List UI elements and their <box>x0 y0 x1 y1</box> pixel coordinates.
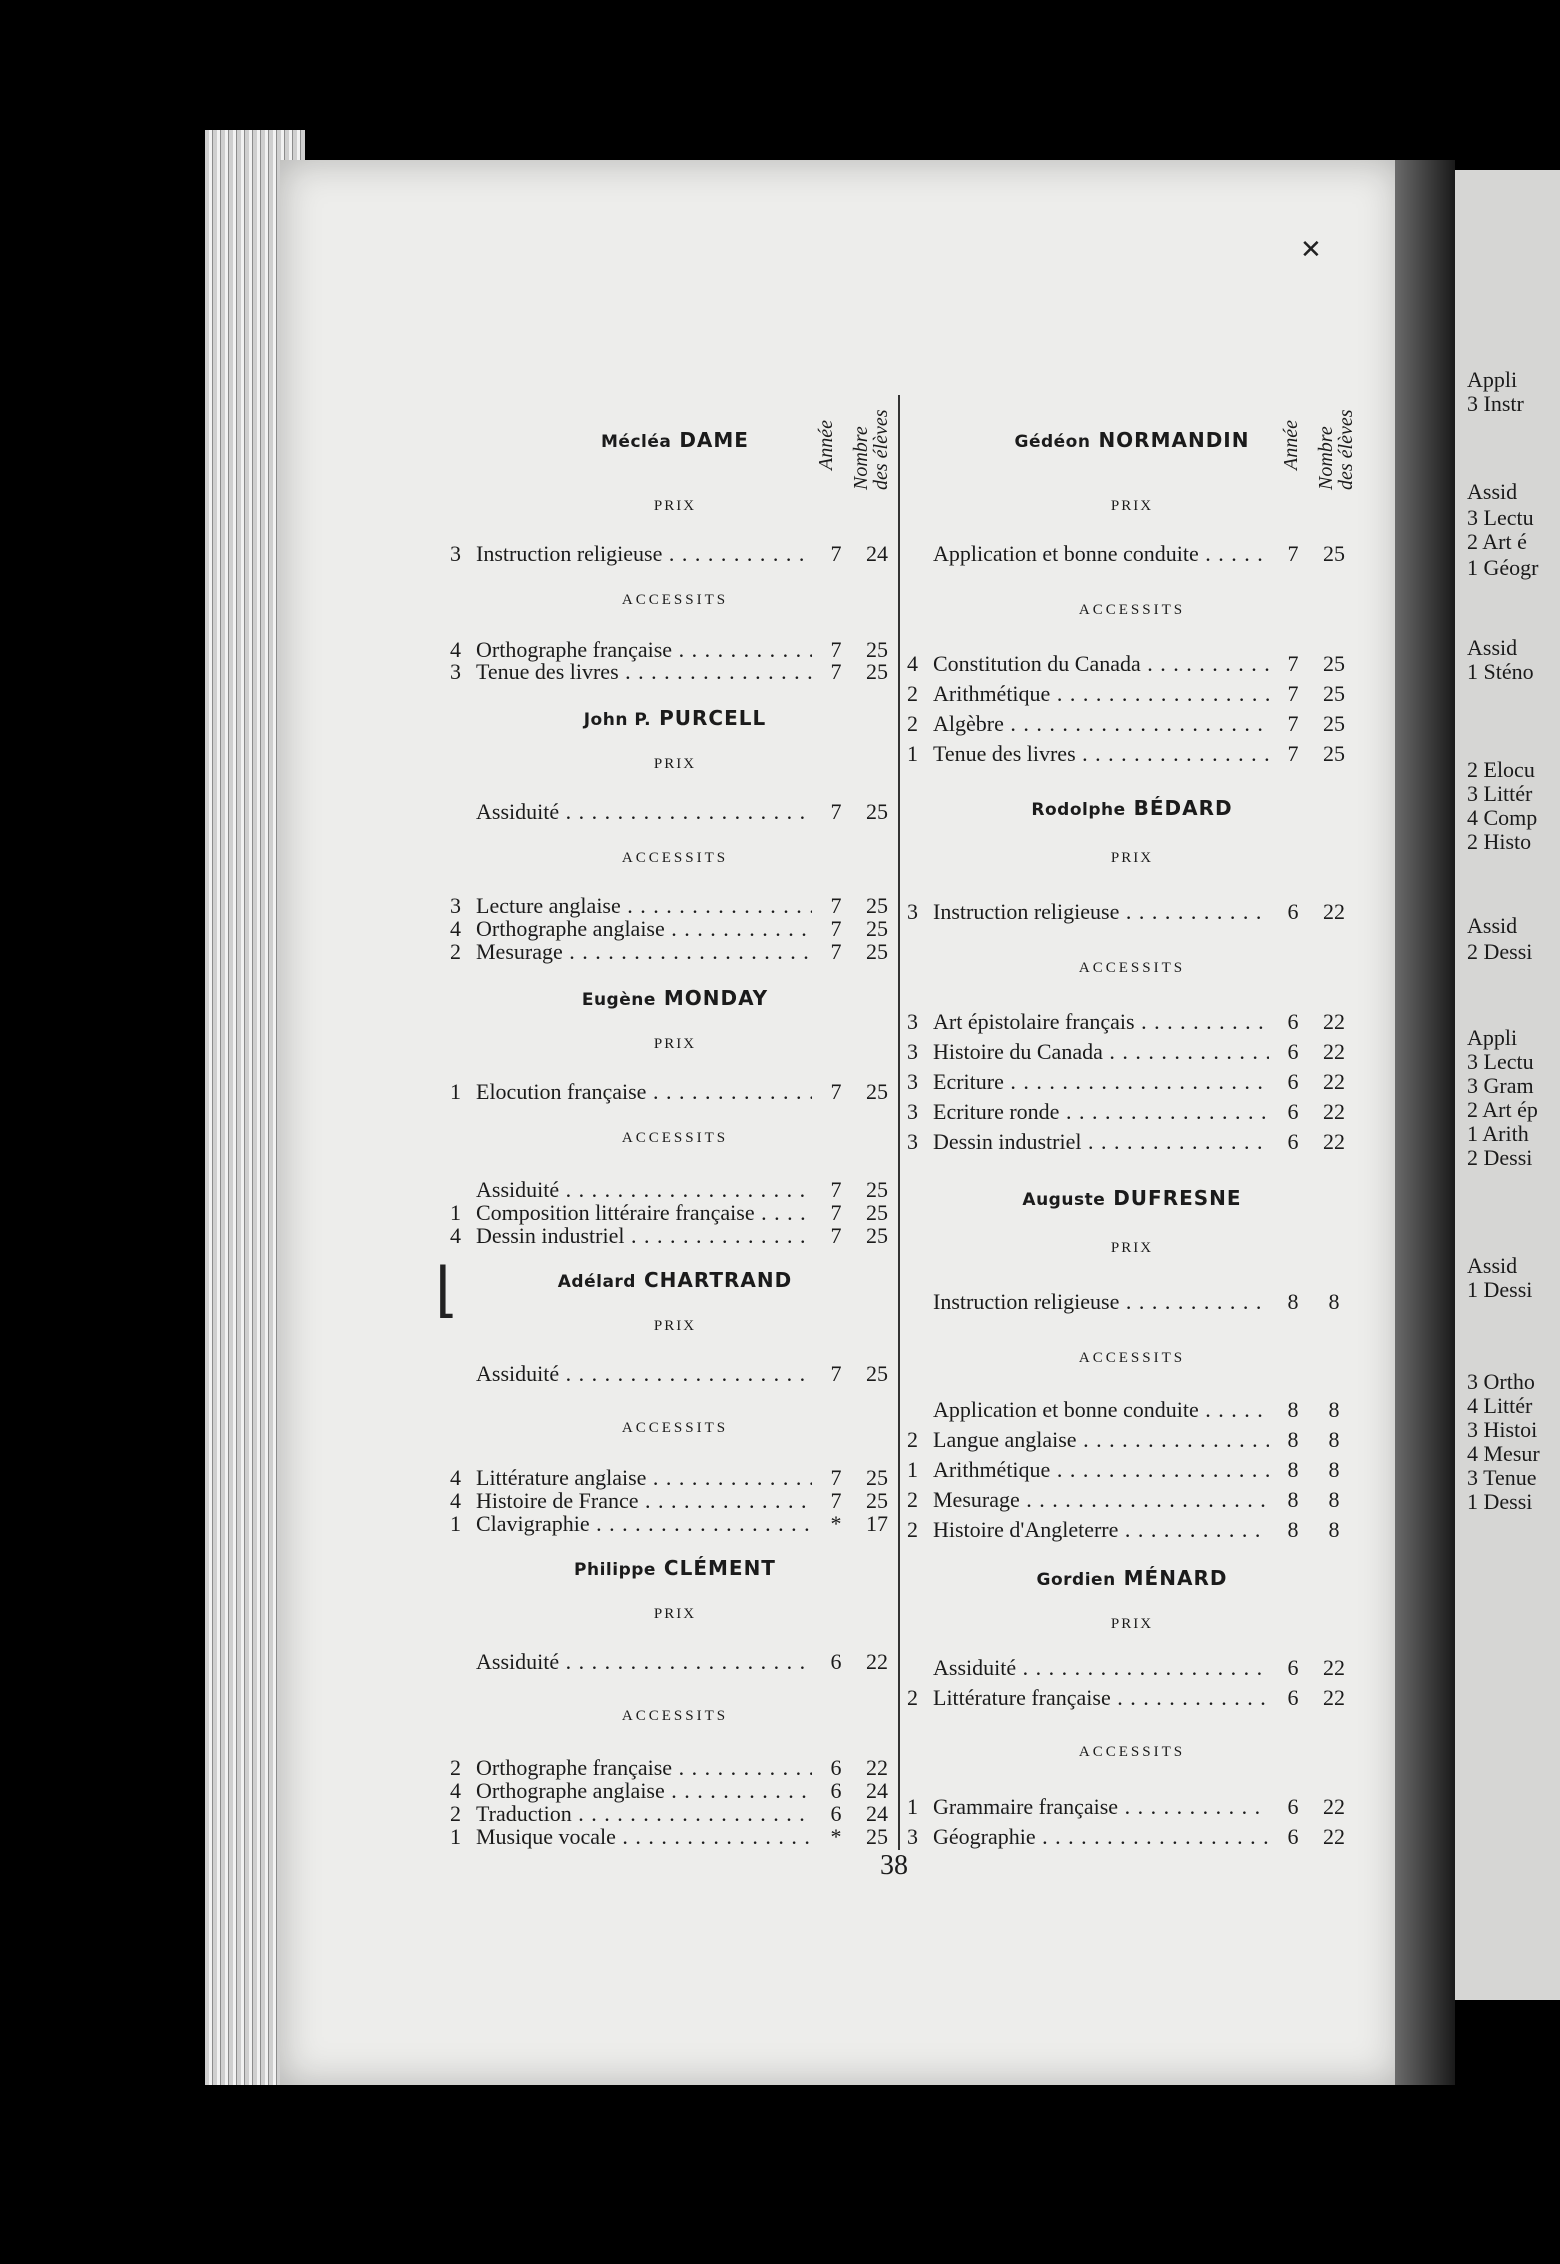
award-count: 24 <box>866 1801 888 1826</box>
award-year: 7 <box>830 939 842 964</box>
award-count: 8 <box>1328 1397 1340 1422</box>
award-subject: Tenue des livres . . . <box>476 660 812 684</box>
column-divider <box>898 395 900 1850</box>
student-last-name: BÉDARD <box>1133 796 1233 820</box>
award-rank: 2 <box>907 1685 918 1710</box>
next-page-text: 1 Arith <box>1467 1121 1529 1146</box>
prix-label: PRIX <box>653 1606 697 1622</box>
award-rank: 1 <box>450 1079 461 1104</box>
eleves-header-right: des élèves <box>1335 409 1357 490</box>
award-count: 8 <box>1328 1289 1340 1314</box>
pen-mark: ✕ <box>1300 235 1322 265</box>
student-last-name: MÉNARD <box>1123 1566 1228 1590</box>
student-first-name: Mécléa <box>601 432 672 452</box>
student-name <box>450 986 900 1010</box>
award-count: 22 <box>866 1755 888 1780</box>
student-first-name: Gédéon <box>1014 432 1091 452</box>
award-subject: Art épistolaire français . . . <box>933 1010 1269 1034</box>
student-name <box>907 1186 1357 1210</box>
award-subject: Arithmétique . . . <box>933 682 1269 706</box>
next-page-text: 3 Tenue <box>1467 1465 1537 1490</box>
next-page-text: 2 Dessi <box>1467 1145 1533 1170</box>
award-row <box>450 1224 900 1248</box>
award-row <box>450 1512 900 1536</box>
award-year: * <box>830 1824 842 1849</box>
award-count: 22 <box>866 1649 888 1674</box>
award-subject: Traduction . . . <box>476 1802 812 1826</box>
award-count: 24 <box>866 1778 888 1803</box>
prix-label: PRIX <box>653 756 697 772</box>
award-year: 6 <box>1287 1099 1299 1124</box>
award-row <box>450 894 900 918</box>
award-count: 25 <box>1323 741 1345 766</box>
award-subject: Ecriture . . . <box>933 1070 1269 1094</box>
next-page-text: 2 Elocu <box>1467 757 1535 782</box>
award-row <box>450 1756 900 1780</box>
award-subject: Histoire de France . . . <box>476 1489 812 1513</box>
student-first-name: Auguste <box>1022 1190 1106 1210</box>
award-rank: 4 <box>450 1778 461 1803</box>
award-row <box>450 800 900 824</box>
award-row <box>907 900 1357 924</box>
award-row <box>907 542 1357 566</box>
award-row <box>907 742 1357 766</box>
award-subject: Arithmétique . . . <box>933 1458 1269 1482</box>
student-name <box>450 706 900 730</box>
prix-label: PRIX <box>1110 1616 1154 1632</box>
award-year: 6 <box>1287 1794 1299 1819</box>
next-page-text: 3 Ortho <box>1467 1369 1535 1394</box>
award-row <box>450 1802 900 1826</box>
award-subject: Musique vocale . . . <box>476 1825 812 1849</box>
award-rank: 1 <box>907 1457 918 1482</box>
award-rank: 2 <box>450 1801 461 1826</box>
accessits-label: ACCESSITS <box>621 1420 729 1436</box>
award-row <box>450 1080 900 1104</box>
award-count: 25 <box>866 1223 888 1248</box>
award-row <box>450 1650 900 1674</box>
next-page-text: 2 Art ép <box>1467 1097 1538 1122</box>
award-rank: 1 <box>907 1794 918 1819</box>
award-rank: 3 <box>907 1009 918 1034</box>
award-count: 25 <box>1323 651 1345 676</box>
award-subject: Orthographe anglaise . . . <box>476 917 812 941</box>
award-row <box>450 1201 900 1225</box>
next-page-text: 1 Géogr <box>1467 555 1539 580</box>
award-subject: Mesurage . . . <box>476 940 812 964</box>
award-count: 25 <box>866 659 888 684</box>
next-page-text: Appli <box>1467 1025 1518 1050</box>
award-subject: Mesurage . . . <box>933 1488 1269 1512</box>
student-last-name: DUFRESNE <box>1113 1186 1242 1210</box>
award-subject: Orthographe française . . . <box>476 638 812 662</box>
award-row <box>907 1290 1357 1314</box>
eleves-header-left: des élèves <box>870 409 892 490</box>
accessits-label: ACCESSITS <box>1078 1744 1186 1760</box>
award-year: 7 <box>830 1488 842 1513</box>
next-page-text: 3 Instr <box>1467 391 1524 416</box>
student-last-name: DAME <box>679 428 749 452</box>
award-rank: 1 <box>907 741 918 766</box>
award-row <box>450 1466 900 1490</box>
award-row <box>907 1398 1357 1422</box>
next-page-text: 3 Lectu <box>1467 505 1534 530</box>
award-subject: Algèbre . . . <box>933 712 1269 736</box>
award-count: 17 <box>866 1511 888 1536</box>
award-year: 7 <box>1287 741 1299 766</box>
award-subject: Littérature anglaise . . . <box>476 1466 812 1490</box>
next-page-edge <box>1455 170 1560 2000</box>
award-year: 8 <box>1287 1457 1299 1482</box>
award-subject: Dessin industriel . . . <box>933 1130 1269 1154</box>
award-rank: 3 <box>907 1129 918 1154</box>
award-count: 25 <box>866 799 888 824</box>
student-name <box>450 1556 900 1580</box>
award-rank: 3 <box>907 1824 918 1849</box>
award-year: 7 <box>830 541 842 566</box>
next-page-text: Assid <box>1467 913 1518 938</box>
award-row <box>907 1686 1357 1710</box>
next-page-text: Assid <box>1467 635 1518 660</box>
student-first-name: Gordien <box>1036 1570 1116 1590</box>
award-count: 25 <box>1323 681 1345 706</box>
student-first-name: Eugène <box>581 990 656 1010</box>
next-page-text: Assid <box>1467 479 1518 504</box>
award-count: 8 <box>1328 1487 1340 1512</box>
award-count: 25 <box>866 1079 888 1104</box>
nombre-header-right: Nombre <box>1315 426 1337 490</box>
award-subject: Instruction religieuse . . . <box>476 542 812 566</box>
award-rank: 3 <box>907 1039 918 1064</box>
accessits-label: ACCESSITS <box>621 1130 729 1146</box>
award-subject: Application et bonne conduite . . . <box>933 542 1269 566</box>
award-count: 8 <box>1328 1427 1340 1452</box>
award-year: 7 <box>830 1177 842 1202</box>
award-row <box>907 1518 1357 1542</box>
award-rank: 4 <box>450 1223 461 1248</box>
next-page-text: 2 Art é <box>1467 529 1527 554</box>
prix-label: PRIX <box>653 1318 697 1334</box>
award-count: 25 <box>866 637 888 662</box>
award-count: 22 <box>1323 1099 1345 1124</box>
award-count: 25 <box>866 1200 888 1225</box>
award-year: 6 <box>1287 1655 1299 1680</box>
next-page-text: 2 Dessi <box>1467 939 1533 964</box>
award-count: 8 <box>1328 1457 1340 1482</box>
award-year: 7 <box>1287 651 1299 676</box>
student-last-name: NORMANDIN <box>1098 428 1250 452</box>
award-year: 7 <box>830 1079 842 1104</box>
award-year: 7 <box>830 659 842 684</box>
award-count: 22 <box>1323 1685 1345 1710</box>
award-rank: 4 <box>907 651 918 676</box>
award-year: 6 <box>1287 1129 1299 1154</box>
award-count: 22 <box>1323 1794 1345 1819</box>
award-year: 6 <box>1287 1824 1299 1849</box>
award-subject: Tenue des livres . . . <box>933 742 1269 766</box>
award-year: 7 <box>830 1200 842 1225</box>
page-number: 38 <box>880 1850 908 1881</box>
next-page-text: 3 Lectu <box>1467 1049 1534 1074</box>
award-rank: 4 <box>450 916 461 941</box>
student-name <box>907 428 1357 452</box>
award-count: 22 <box>1323 1824 1345 1849</box>
award-count: 8 <box>1328 1517 1340 1542</box>
award-subject: Assiduité . . . <box>476 1362 812 1386</box>
award-row <box>907 1458 1357 1482</box>
award-rank: 3 <box>907 899 918 924</box>
award-year: 7 <box>830 1465 842 1490</box>
award-subject: Clavigraphie . . . <box>476 1512 812 1536</box>
prix-label: PRIX <box>653 1036 697 1052</box>
award-row <box>450 940 900 964</box>
award-rank: 3 <box>450 659 461 684</box>
accessits-label: ACCESSITS <box>1078 960 1186 976</box>
award-rank: 2 <box>907 1427 918 1452</box>
award-row <box>907 682 1357 706</box>
next-page-text: 1 Sténo <box>1467 659 1534 684</box>
student-name <box>907 1566 1357 1590</box>
student-first-name: Rodolphe <box>1031 800 1126 820</box>
award-count: 25 <box>1323 711 1345 736</box>
award-rank: 3 <box>450 541 461 566</box>
award-year: 8 <box>1287 1397 1299 1422</box>
accessits-label: ACCESSITS <box>621 850 729 866</box>
next-page-text: 4 Comp <box>1467 805 1538 830</box>
award-count: 22 <box>1323 1069 1345 1094</box>
award-row <box>907 1656 1357 1680</box>
award-subject: Géographie . . . <box>933 1825 1269 1849</box>
award-count: 25 <box>866 1361 888 1386</box>
award-subject: Instruction religieuse . . . <box>933 1290 1269 1314</box>
award-rank: 2 <box>907 681 918 706</box>
award-row <box>907 1130 1357 1154</box>
next-page-text: 4 Mesur <box>1467 1441 1540 1466</box>
accessits-label: ACCESSITS <box>621 1708 729 1724</box>
annee-header-right: Année <box>1280 420 1302 470</box>
page-gutter-shadow <box>1395 160 1455 2085</box>
next-page-text: 4 Littér <box>1467 1393 1533 1418</box>
award-count: 25 <box>866 939 888 964</box>
student-last-name: MONDAY <box>663 986 769 1010</box>
award-subject: Littérature française . . . <box>933 1686 1269 1710</box>
award-row <box>907 1825 1357 1849</box>
award-rank: 4 <box>450 1488 461 1513</box>
award-year: 7 <box>830 1361 842 1386</box>
award-row <box>907 1040 1357 1064</box>
student-name <box>450 1268 900 1292</box>
award-subject: Assiduité . . . <box>476 800 812 824</box>
award-subject: Elocution française . . . <box>476 1080 812 1104</box>
student-first-name: Philippe <box>574 1560 656 1580</box>
award-row <box>907 1428 1357 1452</box>
award-count: 22 <box>1323 899 1345 924</box>
prix-label: PRIX <box>1110 850 1154 866</box>
award-subject: Assiduité . . . <box>933 1656 1269 1680</box>
award-count: 24 <box>866 541 888 566</box>
next-page-text: 3 Histoi <box>1467 1417 1538 1442</box>
nombre-header-left: Nombre <box>850 426 872 490</box>
award-count: 25 <box>866 1465 888 1490</box>
award-count: 22 <box>1323 1009 1345 1034</box>
award-year: * <box>830 1511 842 1536</box>
award-year: 6 <box>830 1778 842 1803</box>
award-year: 8 <box>1287 1289 1299 1314</box>
award-rank: 2 <box>450 1755 461 1780</box>
award-subject: Lecture anglaise . . . <box>476 894 812 918</box>
award-rank: 3 <box>907 1099 918 1124</box>
award-subject: Instruction religieuse . . . <box>933 900 1269 924</box>
student-name <box>907 796 1357 820</box>
award-count: 25 <box>866 1177 888 1202</box>
award-count: 22 <box>1323 1655 1345 1680</box>
award-row <box>450 1779 900 1803</box>
award-row <box>450 1489 900 1513</box>
award-row <box>450 1362 900 1386</box>
award-subject: Constitution du Canada . . . <box>933 652 1269 676</box>
award-rank: 2 <box>450 939 461 964</box>
award-rank: 1 <box>450 1200 461 1225</box>
award-row <box>907 1488 1357 1512</box>
bracket-mark: ⌊ <box>435 1255 459 1325</box>
award-year: 7 <box>830 893 842 918</box>
award-row <box>907 1070 1357 1094</box>
award-subject: Application et bonne conduite . . . <box>933 1398 1269 1422</box>
award-row <box>450 660 900 684</box>
award-year: 6 <box>1287 899 1299 924</box>
accessits-label: ACCESSITS <box>1078 1350 1186 1366</box>
award-year: 7 <box>830 1223 842 1248</box>
next-page-text: 3 Littér <box>1467 781 1533 806</box>
award-year: 7 <box>830 916 842 941</box>
award-count: 25 <box>866 1488 888 1513</box>
accessits-label: ACCESSITS <box>621 592 729 608</box>
award-row <box>450 542 900 566</box>
award-year: 7 <box>830 799 842 824</box>
award-year: 6 <box>830 1649 842 1674</box>
award-subject: Histoire du Canada . . . <box>933 1040 1269 1064</box>
award-year: 7 <box>1287 681 1299 706</box>
award-row <box>907 1795 1357 1819</box>
prix-label: PRIX <box>653 498 697 514</box>
award-count: 25 <box>866 893 888 918</box>
next-page-text: Appli <box>1467 367 1518 392</box>
award-subject: Histoire d'Angleterre . . . <box>933 1518 1269 1542</box>
award-year: 6 <box>1287 1685 1299 1710</box>
next-page-text: Assid <box>1467 1253 1518 1278</box>
award-subject: Langue anglaise . . . <box>933 1428 1269 1452</box>
award-rank: 4 <box>450 1465 461 1490</box>
award-rank: 1 <box>450 1511 461 1536</box>
annee-header-left: Année <box>815 420 837 470</box>
award-count: 25 <box>1323 541 1345 566</box>
award-count: 22 <box>1323 1039 1345 1064</box>
next-page-text: 1 Dessi <box>1467 1489 1533 1514</box>
student-first-name: John P. <box>583 710 652 730</box>
award-row <box>907 1100 1357 1124</box>
award-row <box>450 1825 900 1849</box>
award-year: 7 <box>1287 711 1299 736</box>
student-last-name: CHARTRAND <box>643 1268 793 1292</box>
award-rank: 2 <box>907 1517 918 1542</box>
award-year: 6 <box>1287 1009 1299 1034</box>
student-first-name: Adélard <box>557 1272 636 1292</box>
award-row <box>907 1010 1357 1034</box>
award-rank: 3 <box>450 893 461 918</box>
accessits-label: ACCESSITS <box>1078 602 1186 618</box>
award-year: 7 <box>830 637 842 662</box>
award-rank: 4 <box>450 637 461 662</box>
award-year: 6 <box>830 1755 842 1780</box>
next-page-text: 1 Dessi <box>1467 1277 1533 1302</box>
award-year: 6 <box>1287 1069 1299 1094</box>
award-rank: 2 <box>907 711 918 736</box>
award-rank: 1 <box>450 1824 461 1849</box>
award-subject: Orthographe française . . . <box>476 1756 812 1780</box>
prix-label: PRIX <box>1110 1240 1154 1256</box>
award-row <box>450 917 900 941</box>
student-name <box>450 428 900 452</box>
award-count: 25 <box>866 916 888 941</box>
award-year: 7 <box>1287 541 1299 566</box>
award-subject: Orthographe anglaise . . . <box>476 1779 812 1803</box>
award-subject: Grammaire française . . . <box>933 1795 1269 1819</box>
next-page-text: 3 Gram <box>1467 1073 1534 1098</box>
award-year: 8 <box>1287 1427 1299 1452</box>
award-year: 8 <box>1287 1517 1299 1542</box>
next-page-text: 2 Histo <box>1467 829 1532 854</box>
award-subject: Ecriture ronde . . . <box>933 1100 1269 1124</box>
award-year: 8 <box>1287 1487 1299 1512</box>
award-count: 25 <box>866 1824 888 1849</box>
award-subject: Assiduité . . . <box>476 1650 812 1674</box>
award-subject: Assiduité . . . <box>476 1178 812 1202</box>
student-last-name: CLÉMENT <box>663 1556 776 1580</box>
award-year: 6 <box>1287 1039 1299 1064</box>
award-subject: Dessin industriel . . . <box>476 1224 812 1248</box>
award-row <box>907 712 1357 736</box>
award-count: 22 <box>1323 1129 1345 1154</box>
student-last-name: PURCELL <box>659 706 767 730</box>
award-row <box>450 1178 900 1202</box>
award-rank: 3 <box>907 1069 918 1094</box>
award-subject: Composition littéraire française . . . <box>476 1201 812 1225</box>
award-year: 6 <box>830 1801 842 1826</box>
prix-label: PRIX <box>1110 498 1154 514</box>
award-rank: 2 <box>907 1487 918 1512</box>
award-row <box>907 652 1357 676</box>
